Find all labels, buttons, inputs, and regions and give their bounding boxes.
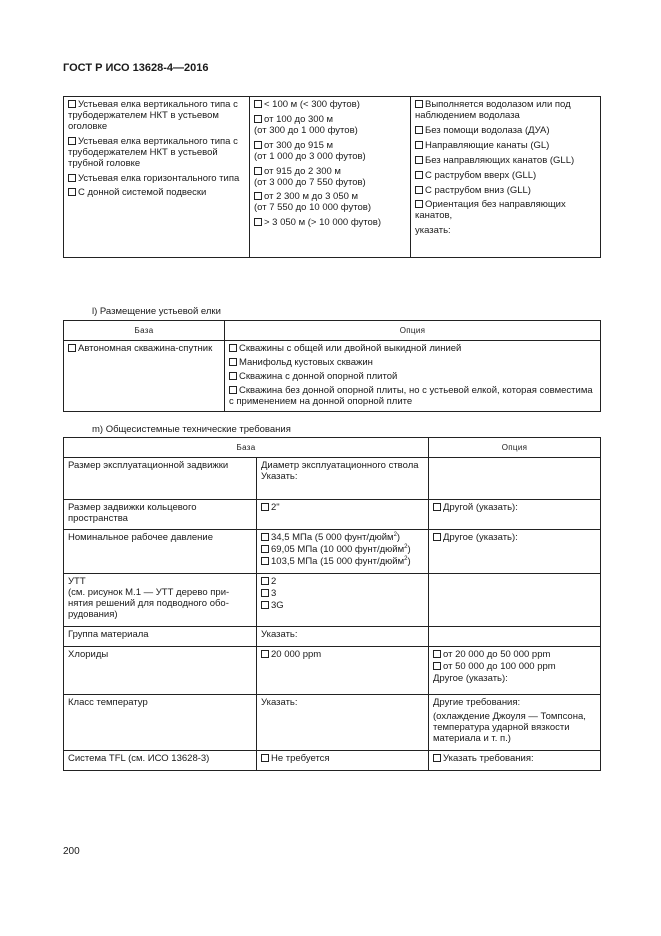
checkbox-item[interactable]: 103,5 МПа (15 000 фунт/дюйм$^2$) <box>261 557 424 568</box>
checkbox[interactable] <box>261 503 269 511</box>
option-cell: Указать требования: <box>429 751 601 771</box>
checkbox-item[interactable]: от 50 000 до 100 000 ppm <box>433 662 596 673</box>
checkbox[interactable] <box>254 167 262 175</box>
option-cell: Другой (указать): <box>429 500 601 530</box>
checkbox-item[interactable]: 3G <box>261 601 424 612</box>
table-row <box>64 500 601 530</box>
checkbox-item[interactable]: < 100 м (< 300 футов) <box>254 100 406 111</box>
checkbox[interactable] <box>254 192 262 200</box>
checkbox-item[interactable]: от 20 000 до 50 000 ppm <box>433 650 596 661</box>
checkbox[interactable] <box>68 344 76 352</box>
water-depth-cell <box>250 97 411 258</box>
checkbox-item[interactable]: Устьевая елка вертикального типа с трубодержателем НКТ в устьевом оголовке <box>68 99 238 132</box>
page-number: 200 <box>63 846 80 857</box>
checkbox[interactable] <box>261 533 269 541</box>
checkbox-item[interactable]: Выполняется водолазом или под наблюдением водолаза <box>415 99 571 121</box>
column-header-option: Опция <box>429 438 601 458</box>
tree-placement-table <box>63 320 601 412</box>
base-cell: Указать: <box>257 695 429 751</box>
section-l-title: l) Размещение устьевой елки <box>92 306 221 317</box>
checkbox-item[interactable]: Направляющие канаты (GL) <box>415 141 596 152</box>
param-cell: Класс температур <box>64 695 257 751</box>
checkbox-item[interactable]: от 300 до 915 м (от 1 000 до 3 000 футов) <box>254 139 366 162</box>
checkbox[interactable] <box>433 662 441 670</box>
checkbox[interactable] <box>229 372 237 380</box>
table-row <box>64 530 601 574</box>
option-cell <box>429 627 601 647</box>
checkbox[interactable] <box>415 141 423 149</box>
column-header-base: База <box>64 321 225 341</box>
checkbox-item[interactable]: Устьевая елка вертикального типа с трубодержателем НКТ в устьевой трубной головке <box>68 135 238 169</box>
checkbox[interactable] <box>254 141 262 149</box>
table-row <box>64 574 601 627</box>
checkbox[interactable] <box>415 186 423 194</box>
param-cell: Система TFL (см. ИСО 13628-3) <box>64 751 257 771</box>
checkbox[interactable] <box>229 358 237 366</box>
checkbox[interactable] <box>415 100 423 108</box>
option-cell: Другие требования: (охлаждение Джоуля — Томпсона, температура ударной вязкости материала и т. п.) <box>429 695 601 751</box>
checkbox[interactable] <box>68 137 76 145</box>
checkbox[interactable] <box>254 218 262 226</box>
param-cell: Размер эксплуатационной задвижки <box>64 458 257 500</box>
base-cell <box>64 341 225 412</box>
table-row <box>64 647 601 695</box>
column-header-option: Опция <box>225 321 601 341</box>
checkbox-item[interactable]: Без помощи водолаза (ДУА) <box>415 126 596 137</box>
checkbox[interactable] <box>433 503 441 511</box>
checkbox-item[interactable]: Автономная скважина-спутник <box>68 344 220 355</box>
option-cell <box>225 341 601 412</box>
checkbox[interactable] <box>68 100 76 108</box>
base-cell: Не требуется <box>257 751 429 771</box>
checkbox-item[interactable]: 2 <box>261 577 424 588</box>
checkbox-item[interactable]: Скважина с донной опорной плитой <box>229 372 596 383</box>
tree-type-table <box>63 96 601 258</box>
checkbox-item[interactable]: Скважина без донной опорной плиты, но с устьевой елкой, которая совместима с применением на донной опорной плите <box>229 384 593 407</box>
param-cell: Хлориды <box>64 647 257 695</box>
checkbox-item[interactable]: С донной системой подвески <box>68 188 245 199</box>
checkbox[interactable] <box>229 386 237 394</box>
checkbox-item[interactable]: 69,05 МПа (10 000 фунт/дюйм$^2$) <box>261 545 424 556</box>
checkbox[interactable] <box>261 601 269 609</box>
option-cell: Другое (указать): <box>429 530 601 574</box>
base-cell: 2" <box>257 500 429 530</box>
param-cell: УТТ (см. рисунок М.1 — УТТ дерево при-нятия решений для подводного обо-рудования) <box>64 574 257 627</box>
table-row <box>64 695 601 751</box>
checkbox[interactable] <box>433 533 441 541</box>
base-cell: Диаметр эксплуатационного ствола Указать: <box>257 458 429 500</box>
checkbox[interactable] <box>68 174 76 182</box>
table-row <box>64 458 601 500</box>
checkbox[interactable] <box>254 100 262 108</box>
checkbox[interactable] <box>68 188 76 196</box>
checkbox[interactable] <box>254 115 262 123</box>
checkbox[interactable] <box>261 557 269 565</box>
checkbox-item[interactable]: Устьевая елка горизонтального типа <box>68 174 245 185</box>
checkbox[interactable] <box>415 156 423 164</box>
section-m-title: m) Общесистемные технические требования <box>92 424 291 435</box>
checkbox[interactable] <box>433 754 441 762</box>
checkbox[interactable] <box>261 577 269 585</box>
specify-label: указать: <box>415 225 451 237</box>
checkbox-item[interactable]: от 2 300 м до 3 050 м (от 7 550 до 10 000 футов) <box>254 191 372 214</box>
param-cell: Номинальное рабочее давление <box>64 530 257 574</box>
column-header-base: База <box>64 438 429 458</box>
table-row <box>64 627 601 647</box>
option-cell: от 20 000 до 50 000 ppm от 50 000 до 100 000 ppm Другое (указать): <box>429 647 601 695</box>
base-cell: 20 000 ppm <box>257 647 429 695</box>
checkbox-item[interactable]: С раструбом вниз (GLL) <box>415 186 596 197</box>
checkbox[interactable] <box>415 200 423 208</box>
checkbox-item[interactable]: от 100 до 300 м (от 300 до 1 000 футов) <box>254 113 358 136</box>
param-cell: Группа материала <box>64 627 257 647</box>
checkbox-item[interactable]: > 3 050 м (> 10 000 футов) <box>254 218 406 229</box>
table-row <box>64 751 601 771</box>
tree-type-cell <box>64 97 250 258</box>
base-cell <box>257 530 429 574</box>
checkbox[interactable] <box>415 171 423 179</box>
checkbox-item[interactable]: 3 <box>261 589 424 600</box>
checkbox[interactable] <box>261 589 269 597</box>
checkbox-item[interactable]: Скважины с общей или двойной выкидной линией <box>229 344 596 355</box>
base-cell <box>257 574 429 627</box>
checkbox[interactable] <box>433 650 441 658</box>
checkbox[interactable] <box>261 650 269 658</box>
checkbox-item[interactable]: 34,5 МПа (5 000 фунт/дюйм$^2$) <box>261 533 424 544</box>
checkbox-item[interactable]: С раструбом вверх (GLL) <box>415 171 596 182</box>
checkbox-item[interactable]: Манифольд кустовых скважин <box>229 358 596 369</box>
checkbox-item[interactable]: Без направляющих канатов (GLL) <box>415 156 596 167</box>
checkbox-item[interactable]: от 915 до 2 300 м (от 3 000 до 7 550 футов) <box>254 165 366 188</box>
checkbox[interactable] <box>415 126 423 134</box>
checkbox[interactable] <box>261 545 269 553</box>
param-cell: Размер задвижки кольцевого пространства <box>64 500 257 530</box>
checkbox[interactable] <box>261 754 269 762</box>
option-cell <box>429 574 601 627</box>
checkbox-item[interactable]: Ориентация без направляющих канатов, <box>415 199 566 222</box>
system-requirements-table <box>63 437 601 771</box>
document-header: ГОСТ Р ИСО 13628-4—2016 <box>63 62 209 74</box>
option-cell <box>429 458 601 500</box>
checkbox[interactable] <box>229 344 237 352</box>
installation-method-cell <box>411 97 601 258</box>
base-cell: Указать: <box>257 627 429 647</box>
